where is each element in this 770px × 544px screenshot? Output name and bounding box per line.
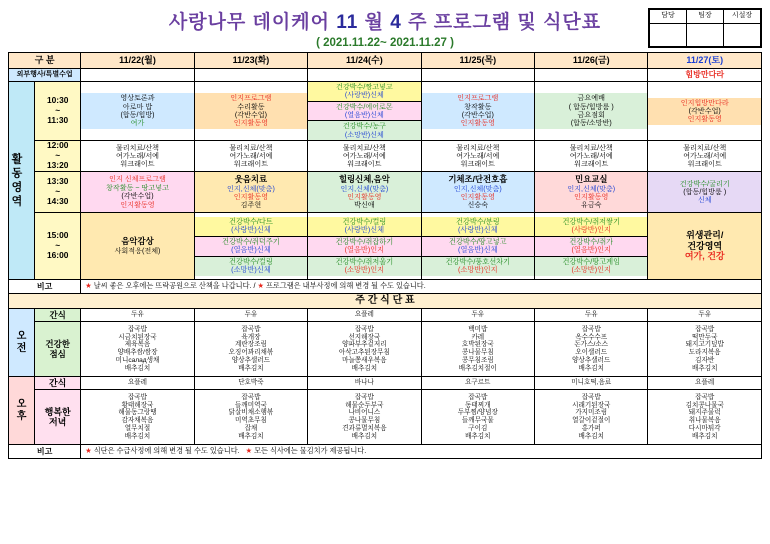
- menu-snack-am-5[interactable]: 두유: [648, 309, 762, 322]
- activity-block-3-4-1: 건강박수/쥐가 (열음반)인지: [535, 236, 647, 256]
- activity-cell-2-0[interactable]: 인지 신체프로그램 창작활동 ~ 땅고넣고 (각반수업) 인지활동영: [81, 172, 194, 213]
- activity-block-0-2: 건강박수/짱고넣고 (사랑반)신체: [308, 82, 420, 101]
- menu-dinner-2[interactable]: 잡곡밥 해물순두부국 나비어니스 콩나물무침 견과류멸치복음 배추김치: [308, 390, 421, 445]
- special-cell-2[interactable]: [308, 69, 421, 82]
- activity-block-0-5: 인지힙방만다라 (각반수업) 인지활동영: [648, 98, 761, 125]
- menu-snack-pm-1[interactable]: 단호박죽: [194, 377, 307, 390]
- bigo-note-top: ★ 날씨 좋은 오후에는 뜨락공원으로 산책을 나갑니다. / ★ 프로그램은 내부사정에 의해 변경 될 수도 있습니다.: [81, 280, 762, 294]
- weekly-menu-title: 주 간 식 단 표: [9, 294, 762, 309]
- activity-cell-1-3[interactable]: 물리치료/산책 여가노래/서예 워크래이트: [421, 141, 534, 172]
- special-cell-3[interactable]: [421, 69, 534, 82]
- menu-snack-pm-2[interactable]: 바나나: [308, 377, 421, 390]
- activity-block-3-3-2: 건강박수/풍호선차기 (소망반)인지: [422, 256, 534, 276]
- stamp-slot-director[interactable]: [724, 24, 761, 47]
- activity-cell-2-4[interactable]: 민요교실 인지,신체(맞춤) 인지활동영 유금숙: [535, 172, 648, 213]
- menu-dinner-3[interactable]: 잡곡밥 동태찌개 두부찜/양념장 들깨무국물 구이김 배추김치: [421, 390, 534, 445]
- activity-block-3-1-2: 건강박수/컬링 (소망반)신체: [195, 256, 307, 276]
- col-header-day-0: 11/22(월): [81, 53, 194, 69]
- activity-block-3-4-0: 건강박수/쥐저쌓기 (사랑반)인지: [535, 217, 647, 236]
- activity-cell-1-2[interactable]: 물리치료/산책 여가노래/서예 워크래이트: [308, 141, 421, 172]
- activity-cell-3-3[interactable]: [421, 213, 534, 280]
- special-cell-4[interactable]: [535, 69, 648, 82]
- title-mid: 월: [358, 12, 391, 33]
- col-header-day-4: 11/26(금): [535, 53, 648, 69]
- section-label-morning: 오 전: [9, 309, 35, 377]
- menu-label-snack-pm: 간식: [35, 377, 81, 390]
- col-header-day-5: 11/27(토): [648, 53, 762, 69]
- time-slot-3: 15:00 ~ 16:00: [35, 213, 81, 280]
- menu-snack-pm-5[interactable]: 요플레: [648, 377, 762, 390]
- time-slot-1: 12:00 ~ 13:20: [35, 141, 81, 172]
- activity-cell-1-5[interactable]: 물리치료/산책 여가노래/서예 워크래이트: [648, 141, 762, 172]
- menu-snack-am-0[interactable]: 두유: [81, 309, 194, 322]
- menu-snack-am-4[interactable]: 두유: [535, 309, 648, 322]
- menu-snack-pm-4[interactable]: 미니호떡,음료: [535, 377, 648, 390]
- col-header-day-1: 11/23(화): [194, 53, 307, 69]
- menu-label-lunch: 건강한 점심: [35, 322, 81, 377]
- activity-cell-1-1[interactable]: 물리치료/산책 여가노래/서예 워크래이트: [194, 141, 307, 172]
- activity-cell-3-0[interactable]: 음악감상 사회적응(전체): [81, 213, 194, 280]
- activity-cell-0-4[interactable]: [535, 82, 648, 141]
- menu-lunch-0[interactable]: 잡곡밥 시금치된장국 제육복음 양배추쌈/쌈장 미니салад생채 배추김치: [81, 322, 194, 377]
- bigo-text-2: 모든 식사에는 물김치가 제공됩니다.: [254, 446, 367, 456]
- menu-lunch-4[interactable]: 잡곡밥 옥수수수프 돈가스/소스 오이샐러드 양상추샐러드 배추김치: [535, 322, 648, 377]
- menu-dinner-5[interactable]: 잡곡밥 김치콩나물국 돼지주물럭 취나물복음 다시마튀각 배추김치: [648, 390, 762, 445]
- activity-block-3-1-0: 건강박수/다트 (사랑반)신체: [195, 217, 307, 236]
- title-end: 주 프로그램 및 식단표: [401, 12, 602, 33]
- activity-block-0-1: 인지프로그램 수리활동 (각반수업) 인지활동영: [195, 93, 307, 128]
- activity-block-3-3-1: 건강박수/땅고넣고 (열음반)신체: [422, 236, 534, 256]
- title-main: 사랑나무 데이케어: [168, 12, 337, 33]
- special-cell-0[interactable]: [81, 69, 194, 82]
- menu-label-dinner: 행복한 저녁: [35, 390, 81, 445]
- col-header-day-2: 11/24(수): [308, 53, 421, 69]
- bigo-note-bottom: ★ 식단은 수급사정에 의해 변경 될 수도 있습니다. ★ 모든 식사에는 물김치가 제공됩니다.: [81, 445, 762, 459]
- stamp-label-team: 팀장: [687, 10, 724, 24]
- activity-block-0-2-sub-0: 건강박수/에어로몬 (열음반)신체: [308, 101, 420, 121]
- activity-block-3-2-0: 건강박수/컬링 (사랑반)신체: [308, 217, 420, 236]
- stamp-slot-team[interactable]: [687, 24, 724, 47]
- activity-cell-2-2[interactable]: 힐링신체,음악 인지,신체(맞춤) 인지활동영 박신애: [308, 172, 421, 213]
- menu-snack-am-1[interactable]: 두유: [194, 309, 307, 322]
- menu-lunch-3[interactable]: 백미밥 카레 호박된장국 콩나물무침 콩무침조림 배추김치절이: [421, 322, 534, 377]
- activity-cell-3-5[interactable]: 위생관리/ 건강영역 여가, 건강: [648, 213, 762, 280]
- stamp-label-staff: 담당: [650, 10, 687, 24]
- title-month: 11: [336, 12, 359, 33]
- activity-cell-0-2[interactable]: [308, 82, 421, 141]
- bigo-text-1: 식단은 수급사정에 의해 변경 될 수도 있습니다.: [93, 446, 240, 456]
- menu-snack-am-2[interactable]: 요플레: [308, 309, 421, 322]
- menu-label-snack-am: 간식: [35, 309, 81, 322]
- activity-cell-0-0[interactable]: [81, 82, 194, 141]
- activity-block-3-1-1: 건강박수/쥐덕주기 (열음반)신체: [195, 236, 307, 256]
- menu-lunch-2[interactable]: 잡곡밥 선지해장국 양파부추겉저리 아삭고추된장무침 마늘쫑새우복음 배추김치: [308, 322, 421, 377]
- menu-lunch-5[interactable]: 잡곡밥 떡만두국 돼지고기덮밥 도라지복음 김자반 배추김치: [648, 322, 762, 377]
- document-header: [8, 6, 762, 52]
- col-header-gubun: 구 분: [9, 53, 81, 69]
- activity-block-0-2-sub-1: 건강박수/농구 (소망반)신체: [308, 120, 420, 140]
- section-label-activity: 활동영역: [9, 82, 35, 280]
- activity-cell-0-1[interactable]: [194, 82, 307, 141]
- activity-cell-2-1[interactable]: 웃음치료 인지,신체(맞춤) 인지활동영 김주현: [194, 172, 307, 213]
- activity-cell-0-5[interactable]: [648, 82, 762, 141]
- stamp-slot-staff[interactable]: [650, 24, 687, 47]
- stamp-label-director: 시설장: [724, 10, 761, 24]
- activity-block-0-4: 금요예배 ( 합동/힙방룸 ) 금요점회 (합동/소망반): [535, 93, 647, 128]
- activity-cell-1-4[interactable]: 물리치료/산책 여가노래/서예 워크래이트: [535, 141, 648, 172]
- time-slot-2: 13:30 ~ 14:30: [35, 172, 81, 213]
- activity-block-3-3-0: 건강박수/분링 (사랑반)신체: [422, 217, 534, 236]
- activity-cell-0-3[interactable]: [421, 82, 534, 141]
- activity-block-3-4-2: 건강박수/땅고계임 (소망반)인지: [535, 256, 647, 276]
- activity-block-0-0: 영상토론과 아로마 밥 (합동/힙방) 여가: [81, 93, 193, 128]
- col-header-day-3: 11/25(목): [421, 53, 534, 69]
- schedule-table: [8, 52, 762, 459]
- menu-dinner-4[interactable]: 잡곡밥 시래기된장국 가지미조림 열갈이겉절이 홍가퍼 배추김치: [535, 390, 648, 445]
- activity-block-3-2-1: 건강박수/쥐잡하기 (열음반)인지: [308, 236, 420, 256]
- activity-cell-1-0[interactable]: 물리치료/산책 여가노래/서예 워크래이트: [81, 141, 194, 172]
- title-week: 4: [390, 12, 402, 33]
- menu-lunch-1[interactable]: 잡곡밥 육개장 계란장조림 오징어꽈리채볶 양상추샐러드 배추김치: [194, 322, 307, 377]
- activity-cell-2-3[interactable]: 기체조/단전호흡 인지,신체(맞춤) 인지활동영 신승숙: [421, 172, 534, 213]
- activity-block-0-3: 인지프로그램 창작활동 (각반수업) 인지활동영: [422, 93, 534, 128]
- activity-cell-2-5[interactable]: 건강박수/굴리기 (합동/힙방룸 ) 신체: [648, 172, 762, 213]
- activity-cell-3-4[interactable]: [535, 213, 648, 280]
- menu-dinner-0[interactable]: 잡곡밥 황태해장국 해물동그랑땡 감자채복음 열무치절 배추김치: [81, 390, 194, 445]
- menu-snack-pm-0[interactable]: 요플레: [81, 377, 194, 390]
- row-label-bigo-bottom: 비고: [9, 445, 81, 459]
- section-label-afternoon: 오 후: [9, 377, 35, 445]
- activity-block-3-2-2: 건강박수/쥐저울기 (소망반)인지: [308, 256, 420, 276]
- menu-dinner-1[interactable]: 잡곡밥 들깨미역국 닭살비채소햄볶 미역초무침 잡채 배추김치: [194, 390, 307, 445]
- time-slot-0: 10:30 ~ 11:30: [35, 82, 81, 141]
- activity-cell-3-2[interactable]: [308, 213, 421, 280]
- menu-snack-pm-3[interactable]: 요구르트: [421, 377, 534, 390]
- row-label-bigo-top: 비고: [9, 280, 81, 294]
- approval-stamp-box: [648, 8, 762, 48]
- menu-snack-am-3[interactable]: 두유: [421, 309, 534, 322]
- special-cell-1[interactable]: [194, 69, 307, 82]
- activity-cell-3-1[interactable]: [194, 213, 307, 280]
- date-range: ( 2021.11.22~ 2021.11.27 ): [316, 37, 454, 49]
- row-label-special: 외부행사/특별수업: [9, 69, 81, 82]
- special-cell-sat: 힘방만다라: [648, 69, 762, 82]
